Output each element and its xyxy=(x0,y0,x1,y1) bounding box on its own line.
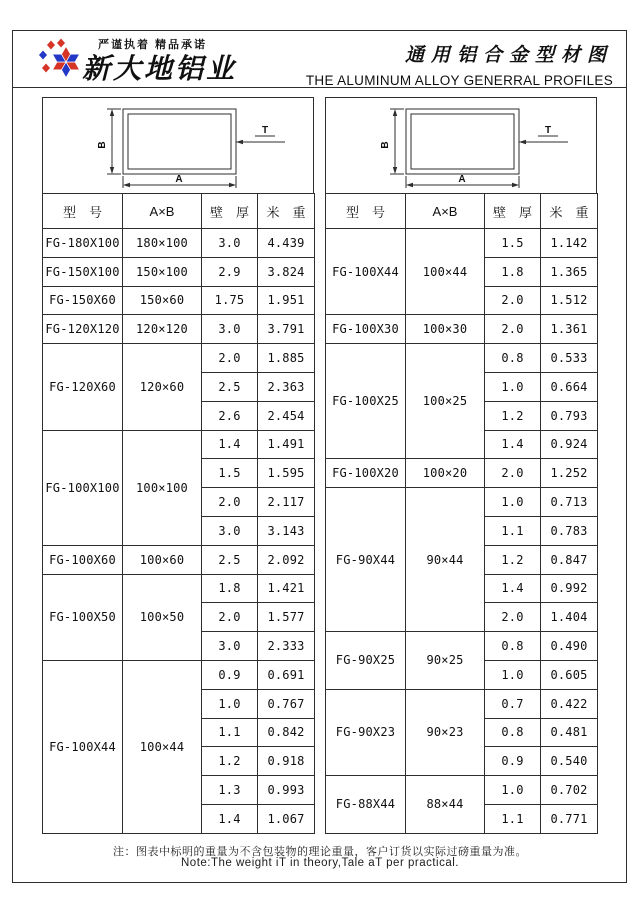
footer-note-en: Note:The weight iT in theory,Tale aT per practical. xyxy=(181,857,459,869)
thickness-cell: 1.4 xyxy=(202,430,258,459)
table-row xyxy=(43,344,315,373)
axb-cell: 100×44 xyxy=(406,229,485,315)
thickness-cell: 3.0 xyxy=(202,516,258,545)
thickness-cell: 1.1 xyxy=(485,516,541,545)
thickness-cell: 1.1 xyxy=(485,804,541,833)
table-row xyxy=(43,257,315,286)
table-row xyxy=(43,229,315,258)
model-cell: FG-100X60 xyxy=(43,545,123,574)
col-header-thickness: 壁 厚 xyxy=(202,194,258,229)
table-row xyxy=(43,315,315,344)
thickness-cell: 2.0 xyxy=(202,603,258,632)
model-cell: FG-100X44 xyxy=(326,229,406,315)
weight-cell: 2.117 xyxy=(258,488,315,517)
table-row xyxy=(326,689,598,718)
weight-cell: 3.824 xyxy=(258,257,315,286)
weight-cell: 1.595 xyxy=(258,459,315,488)
dim-label-t: T xyxy=(544,125,552,136)
table-header-row xyxy=(326,194,598,229)
axb-cell: 100×100 xyxy=(123,430,202,545)
thickness-cell: 2.0 xyxy=(485,286,541,315)
thickness-cell: 2.0 xyxy=(485,315,541,344)
thickness-cell: 0.8 xyxy=(485,718,541,747)
weight-cell: 1.404 xyxy=(541,603,598,632)
axb-cell: 90×44 xyxy=(406,488,485,632)
weight-cell: 0.702 xyxy=(541,776,598,805)
dim-label-a: A xyxy=(458,174,466,185)
table-row xyxy=(43,286,315,315)
col-header-weight: 米 重 xyxy=(541,194,598,229)
thickness-cell: 1.5 xyxy=(202,459,258,488)
model-cell: FG-150X100 xyxy=(43,257,123,286)
table-row xyxy=(43,430,315,459)
thickness-cell: 2.5 xyxy=(202,372,258,401)
weight-cell: 0.691 xyxy=(258,660,315,689)
model-cell: FG-88X44 xyxy=(326,776,406,834)
thickness-cell: 1.2 xyxy=(485,545,541,574)
thickness-cell: 2.9 xyxy=(202,257,258,286)
model-cell: FG-90X44 xyxy=(326,488,406,632)
col-header-model: 型 号 xyxy=(43,194,123,229)
weight-cell: 0.767 xyxy=(258,689,315,718)
dim-label-a: A xyxy=(175,174,183,185)
thickness-cell: 1.5 xyxy=(485,229,541,258)
weight-cell: 2.454 xyxy=(258,401,315,430)
thickness-cell: 2.0 xyxy=(202,488,258,517)
weight-cell: 0.490 xyxy=(541,632,598,661)
model-cell: FG-100X100 xyxy=(43,430,123,545)
weight-cell: 1.252 xyxy=(541,459,598,488)
table-row xyxy=(326,459,598,488)
document-title-cn: 通用铝合金型材图 xyxy=(404,45,613,66)
document-title-en: THE ALUMINUM ALLOY GENERRAL PROFILES xyxy=(305,73,613,88)
header xyxy=(12,30,627,88)
weight-cell: 4.439 xyxy=(258,229,315,258)
weight-cell: 0.422 xyxy=(541,689,598,718)
axb-cell: 120×120 xyxy=(123,315,202,344)
weight-cell: 0.992 xyxy=(541,574,598,603)
model-cell: FG-120X60 xyxy=(43,344,123,430)
weight-cell: 0.605 xyxy=(541,660,598,689)
weight-cell: 0.847 xyxy=(541,545,598,574)
thickness-cell: 1.75 xyxy=(202,286,258,315)
axb-cell: 90×23 xyxy=(406,689,485,775)
weight-cell: 1.421 xyxy=(258,574,315,603)
weight-cell: 0.481 xyxy=(541,718,598,747)
thickness-cell: 1.4 xyxy=(202,804,258,833)
thickness-cell: 3.0 xyxy=(202,229,258,258)
thickness-cell: 0.9 xyxy=(485,747,541,776)
model-cell: FG-100X44 xyxy=(43,660,123,833)
weight-cell: 0.793 xyxy=(541,401,598,430)
cross-section-diagram-left xyxy=(42,97,314,193)
weight-cell: 0.713 xyxy=(541,488,598,517)
col-header-axb: A×B xyxy=(406,194,485,229)
thickness-cell: 2.0 xyxy=(485,603,541,632)
axb-cell: 100×60 xyxy=(123,545,202,574)
weight-cell: 0.993 xyxy=(258,776,315,805)
thickness-cell: 1.1 xyxy=(202,718,258,747)
axb-cell: 88×44 xyxy=(406,776,485,834)
thickness-cell: 3.0 xyxy=(202,632,258,661)
weight-cell: 0.533 xyxy=(541,344,598,373)
thickness-cell: 1.0 xyxy=(485,488,541,517)
thickness-cell: 0.8 xyxy=(485,344,541,373)
thickness-cell: 1.8 xyxy=(485,257,541,286)
table-row xyxy=(326,776,598,805)
thickness-cell: 3.0 xyxy=(202,315,258,344)
axb-cell: 150×100 xyxy=(123,257,202,286)
weight-cell: 1.577 xyxy=(258,603,315,632)
weight-cell: 0.783 xyxy=(541,516,598,545)
company-slogan: 严谨执着 精品承诺 xyxy=(98,39,208,51)
axb-cell: 180×100 xyxy=(123,229,202,258)
weight-cell: 1.885 xyxy=(258,344,315,373)
table-row xyxy=(326,488,598,517)
axb-cell: 150×60 xyxy=(123,286,202,315)
thickness-cell: 1.3 xyxy=(202,776,258,805)
thickness-cell: 0.8 xyxy=(485,632,541,661)
weight-cell: 1.365 xyxy=(541,257,598,286)
thickness-cell: 1.0 xyxy=(485,372,541,401)
table-row xyxy=(43,660,315,689)
weight-cell: 3.791 xyxy=(258,315,315,344)
weight-cell: 0.771 xyxy=(541,804,598,833)
footer-note-cn: 注：图表中标明的重量为不含包装物的理论重量，客户订货以实际过磅重量为准。 xyxy=(113,846,527,858)
table-row xyxy=(326,229,598,258)
model-cell: FG-90X25 xyxy=(326,632,406,690)
thickness-cell: 1.4 xyxy=(485,574,541,603)
table-row xyxy=(326,315,598,344)
table-header-row xyxy=(43,194,315,229)
axb-cell: 120×60 xyxy=(123,344,202,430)
weight-cell: 1.491 xyxy=(258,430,315,459)
axb-cell: 100×50 xyxy=(123,574,202,660)
model-cell: FG-150X60 xyxy=(43,286,123,315)
weight-cell: 2.333 xyxy=(258,632,315,661)
weight-cell: 1.951 xyxy=(258,286,315,315)
thickness-cell: 1.0 xyxy=(485,776,541,805)
profile-block-left xyxy=(42,97,314,834)
profile-block-right xyxy=(325,97,597,834)
axb-cell: 100×20 xyxy=(406,459,485,488)
weight-cell: 0.664 xyxy=(541,372,598,401)
weight-cell: 2.092 xyxy=(258,545,315,574)
weight-cell: 1.067 xyxy=(258,804,315,833)
dim-label-b: B xyxy=(380,141,391,149)
thickness-cell: 1.2 xyxy=(485,401,541,430)
weight-cell: 0.918 xyxy=(258,747,315,776)
thickness-cell: 1.4 xyxy=(485,430,541,459)
axb-cell: 100×25 xyxy=(406,344,485,459)
col-header-model: 型 号 xyxy=(326,194,406,229)
model-cell: FG-100X30 xyxy=(326,315,406,344)
thickness-cell: 1.0 xyxy=(485,660,541,689)
table-row xyxy=(43,574,315,603)
model-cell: FG-100X25 xyxy=(326,344,406,459)
axb-cell: 100×30 xyxy=(406,315,485,344)
col-header-axb: A×B xyxy=(123,194,202,229)
model-cell: FG-100X50 xyxy=(43,574,123,660)
model-cell: FG-120X120 xyxy=(43,315,123,344)
weight-cell: 1.512 xyxy=(541,286,598,315)
thickness-cell: 0.9 xyxy=(202,660,258,689)
weight-cell: 0.924 xyxy=(541,430,598,459)
weight-cell: 0.842 xyxy=(258,718,315,747)
thickness-cell: 1.8 xyxy=(202,574,258,603)
thickness-cell: 2.5 xyxy=(202,545,258,574)
thickness-cell: 1.2 xyxy=(202,747,258,776)
table-row xyxy=(43,545,315,574)
model-cell: FG-180X100 xyxy=(43,229,123,258)
spec-table-left xyxy=(42,193,315,834)
table-row xyxy=(326,632,598,661)
weight-cell: 1.142 xyxy=(541,229,598,258)
axb-cell: 90×25 xyxy=(406,632,485,690)
dim-label-b: B xyxy=(97,141,108,149)
weight-cell: 2.363 xyxy=(258,372,315,401)
model-cell: FG-90X23 xyxy=(326,689,406,775)
weight-cell: 1.361 xyxy=(541,315,598,344)
thickness-cell: 2.6 xyxy=(202,401,258,430)
weight-cell: 3.143 xyxy=(258,516,315,545)
table-row xyxy=(326,344,598,373)
axb-cell: 100×44 xyxy=(123,660,202,833)
spec-table-right xyxy=(325,193,598,834)
col-header-weight: 米 重 xyxy=(258,194,315,229)
thickness-cell: 2.0 xyxy=(485,459,541,488)
dim-label-t: T xyxy=(261,125,269,136)
weight-cell: 0.540 xyxy=(541,747,598,776)
col-header-thickness: 壁 厚 xyxy=(485,194,541,229)
thickness-cell: 0.7 xyxy=(485,689,541,718)
thickness-cell: 1.0 xyxy=(202,689,258,718)
cross-section-diagram-right xyxy=(325,97,597,193)
document-title-block xyxy=(306,40,613,88)
model-cell: FG-100X20 xyxy=(326,459,406,488)
company-name: 新大地铝业 xyxy=(82,52,238,85)
thickness-cell: 2.0 xyxy=(202,344,258,373)
